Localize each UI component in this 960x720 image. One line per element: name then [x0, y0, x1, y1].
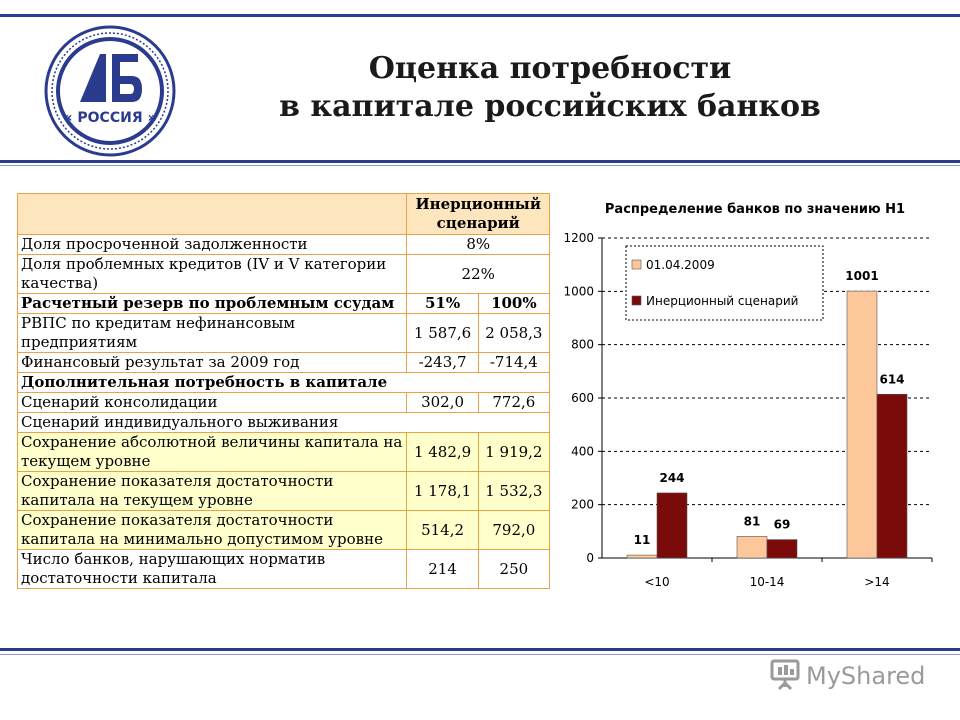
row-label: Сценарий консолидации — [18, 393, 407, 413]
row-label: Число банков, нарушающих норматив достаточности капитала — [18, 550, 407, 589]
table-row — [18, 393, 550, 413]
row-value-2: 2 058,3 — [478, 314, 549, 353]
row-label: Доля просроченной задолженности — [18, 235, 407, 255]
data-label: 11 — [633, 533, 651, 548]
bar — [657, 493, 687, 558]
data-label: 69 — [773, 517, 791, 532]
table-header-row — [18, 194, 550, 235]
row-label: Финансовый результат за 2009 год — [18, 353, 407, 373]
table-row — [18, 255, 550, 294]
x-tick-label: <10 — [644, 575, 670, 589]
y-tick-label: 1200 — [563, 231, 594, 245]
logo-text: « РОССИЯ » — [63, 110, 157, 126]
y-tick-label: 0 — [586, 551, 594, 565]
bar — [767, 540, 797, 558]
x-tick-label: >14 — [864, 575, 890, 589]
presentation-icon — [772, 661, 798, 689]
row-value-1: 1 482,9 — [407, 433, 478, 472]
bar — [737, 536, 767, 558]
row-value-1: -243,7 — [407, 353, 478, 373]
brand-text: MyShared — [806, 662, 926, 690]
row-label: Сохранение абсолютной величины капитала на текущем уровне — [18, 433, 407, 472]
row-label: Расчетный резерв по проблемным ссудам — [18, 294, 407, 314]
footer-rule-thin — [0, 654, 960, 655]
row-value-2: 250 — [478, 550, 549, 589]
row-value-1: 1 178,1 — [407, 472, 478, 511]
row-value-1: 51% — [407, 294, 478, 314]
table-row — [18, 472, 550, 511]
y-tick-label: 200 — [571, 497, 594, 512]
table-row — [18, 550, 550, 589]
row-label: Доля проблемных кредитов (IV и V категории качества) — [18, 255, 407, 294]
page-title — [250, 50, 850, 126]
ab-russia-logo — [40, 24, 180, 159]
bar — [627, 555, 657, 558]
h1-distribution-chart — [560, 190, 950, 610]
bar — [847, 291, 877, 558]
footer-rule — [0, 648, 960, 651]
legend-swatch — [632, 260, 641, 269]
data-label: 244 — [659, 470, 685, 485]
x-tick-label: 10-14 — [749, 575, 785, 589]
data-label: 614 — [879, 372, 905, 387]
table-row — [18, 353, 550, 373]
title-line-2: в капитале российских банков — [279, 89, 821, 124]
row-value-2: -714,4 — [478, 353, 549, 373]
section-heading: Сценарий индивидуального выживания — [18, 413, 550, 433]
header-empty-cell — [18, 194, 407, 235]
header-scenario-cell: Инерционный сценарий — [407, 194, 550, 235]
table-row — [18, 373, 550, 393]
row-value-2: 772,6 — [478, 393, 549, 413]
myshared-brand — [768, 657, 948, 693]
table-row — [18, 314, 550, 353]
row-value-2: 792,0 — [478, 511, 549, 550]
legend-swatch — [632, 296, 641, 305]
table-row — [18, 235, 550, 255]
row-label: Сохранение показателя достаточности капитала на минимально допустимом уровне — [18, 511, 407, 550]
bar — [877, 394, 907, 558]
y-tick-label: 800 — [571, 337, 594, 352]
row-value-2: 100% — [478, 294, 549, 314]
row-label: Сохранение показателя достаточности капитала на текущем уровне — [18, 472, 407, 511]
table-row — [18, 511, 550, 550]
header-rule-bottom — [0, 160, 960, 163]
table-row — [18, 294, 550, 314]
legend-label: 01.04.2009 — [646, 258, 715, 272]
header-rule-top — [0, 14, 960, 17]
y-tick-label: 400 — [571, 444, 594, 459]
capital-needs-table — [17, 193, 550, 589]
legend-label: Инерционный сценарий — [646, 294, 799, 308]
row-value-1: 214 — [407, 550, 478, 589]
y-tick-label: 600 — [571, 391, 594, 405]
row-value-1: 302,0 — [407, 393, 478, 413]
row-value-1: 1 587,6 — [407, 314, 478, 353]
row-label: РВПС по кредитам нефинансовым предприятиям — [18, 314, 407, 353]
header-rule-thin — [0, 165, 960, 166]
data-label: 1001 — [845, 269, 879, 284]
row-value-1: 514,2 — [407, 511, 478, 550]
row-value-2: 1 919,2 — [478, 433, 549, 472]
section-heading: Дополнительная потребность в капитале — [18, 373, 550, 393]
title-line-1: Оценка потребности — [368, 51, 732, 86]
row-value: 22% — [407, 255, 550, 294]
table-row — [18, 413, 550, 433]
y-tick-label: 1000 — [563, 284, 594, 299]
table-row — [18, 433, 550, 472]
row-value-2: 1 532,3 — [478, 472, 549, 511]
row-value: 8% — [407, 235, 550, 255]
chart-title: Распределение банков по значению Н1 — [604, 202, 906, 217]
data-label: 81 — [743, 514, 761, 529]
